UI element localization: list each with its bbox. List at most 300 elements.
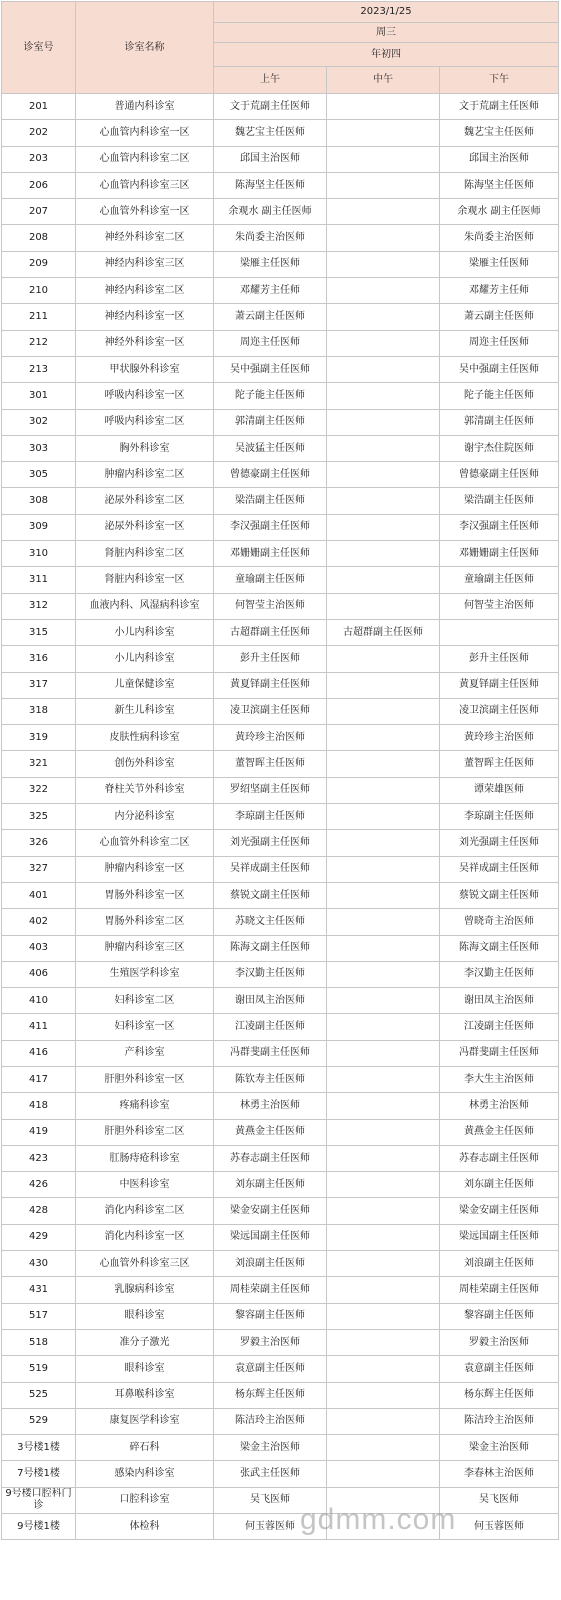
room-name-cell: 内分泌科诊室: [76, 804, 214, 830]
pm-doctor-cell: 董智晖主任医师: [440, 751, 559, 777]
am-doctor-cell: 李琼副主任医师: [214, 804, 327, 830]
room-number-cell: 403: [2, 935, 76, 961]
room-number-cell: 203: [2, 146, 76, 172]
room-number-cell: 406: [2, 961, 76, 987]
pm-doctor-cell: 冯群斐副主任医师: [440, 1040, 559, 1066]
table-row: [2, 1040, 559, 1066]
table-row: [2, 672, 559, 698]
pm-doctor-cell: 刘东副主任医师: [440, 1172, 559, 1198]
room-name-cell: 乳腺病科诊室: [76, 1277, 214, 1303]
room-name-cell: 心血管外科诊室一区: [76, 199, 214, 225]
noon-doctor-cell: [327, 435, 440, 461]
am-doctor-cell: 李汉勤主任医师: [214, 961, 327, 987]
table-row: [2, 330, 559, 356]
pm-doctor-cell: 童瑜副主任医师: [440, 567, 559, 593]
table-row: [2, 1198, 559, 1224]
noon-doctor-cell: [327, 514, 440, 540]
room-name-cell: 呼吸内科诊室一区: [76, 383, 214, 409]
table-row: [2, 199, 559, 225]
am-doctor-cell: 梁金主治医师: [214, 1435, 327, 1461]
am-doctor-cell: 陀子能主任医师: [214, 383, 327, 409]
noon-doctor-cell: [327, 1066, 440, 1092]
table-row: [2, 961, 559, 987]
room-number-cell: 518: [2, 1329, 76, 1355]
pm-doctor-cell: 曾德豪副主任医师: [440, 462, 559, 488]
table-row: [2, 514, 559, 540]
pm-doctor-cell: 余观水 副主任医师: [440, 199, 559, 225]
noon-doctor-cell: [327, 1093, 440, 1119]
room-number-cell: 428: [2, 1198, 76, 1224]
table-header: [2, 2, 559, 94]
pm-doctor-cell: 谢田凤主治医师: [440, 988, 559, 1014]
am-doctor-cell: 张武主任医师: [214, 1461, 327, 1487]
noon-doctor-cell: [327, 1119, 440, 1145]
room-number-cell: 311: [2, 567, 76, 593]
table-row: [2, 278, 559, 304]
pm-doctor-cell: 曾晓奇主治医师: [440, 909, 559, 935]
room-name-cell: 碎石科: [76, 1435, 214, 1461]
am-doctor-cell: 古超群副主任医师: [214, 619, 327, 645]
pm-doctor-cell: 何玉蓉医师: [440, 1514, 559, 1540]
am-doctor-cell: 陈洁玲主治医师: [214, 1408, 327, 1434]
room-name-cell: 眼科诊室: [76, 1356, 214, 1382]
table-row: [2, 94, 559, 120]
room-number-cell: 417: [2, 1066, 76, 1092]
pm-doctor-cell: 陈海文副主任医师: [440, 935, 559, 961]
pm-doctor-cell: 周桂荣副主任医师: [440, 1277, 559, 1303]
am-doctor-cell: 何玉蓉医师: [214, 1514, 327, 1540]
pm-doctor-cell: 罗毅主治医师: [440, 1329, 559, 1355]
am-doctor-cell: 刘东副主任医师: [214, 1172, 327, 1198]
room-name-cell: 心血管外科诊室二区: [76, 830, 214, 856]
room-name-cell: 肝胆外科诊室二区: [76, 1119, 214, 1145]
room-name-cell: 疼痛科诊室: [76, 1093, 214, 1119]
table-row: [2, 698, 559, 724]
am-doctor-cell: 陈海坚主任医师: [214, 172, 327, 198]
room-number-cell: 7号楼1楼: [2, 1461, 76, 1487]
noon-doctor-cell: [327, 1435, 440, 1461]
pm-doctor-cell: 黄玲珍主治医师: [440, 725, 559, 751]
table-row: [2, 146, 559, 172]
am-doctor-cell: 林勇主治医师: [214, 1093, 327, 1119]
room-number-cell: 312: [2, 593, 76, 619]
am-doctor-cell: 郭清副主任医师: [214, 409, 327, 435]
am-doctor-cell: 凌卫滨副主任医师: [214, 698, 327, 724]
room-name-cell: 小儿内科诊室: [76, 619, 214, 645]
noon-doctor-cell: [327, 672, 440, 698]
room-name-cell: 眼科诊室: [76, 1303, 214, 1329]
header-am: 上午: [214, 67, 327, 94]
am-doctor-cell: 梁金安副主任医师: [214, 1198, 327, 1224]
pm-doctor-cell: 李汉强副主任医师: [440, 514, 559, 540]
am-doctor-cell: 陈海文副主任医师: [214, 935, 327, 961]
noon-doctor-cell: [327, 199, 440, 225]
pm-doctor-cell: 魏艺宝主任医师: [440, 120, 559, 146]
room-number-cell: 426: [2, 1172, 76, 1198]
room-number-cell: 321: [2, 751, 76, 777]
header-date: 2023/1/25: [214, 2, 559, 23]
am-doctor-cell: 文于荒副主任医师: [214, 94, 327, 120]
room-number-cell: 302: [2, 409, 76, 435]
room-number-cell: 303: [2, 435, 76, 461]
room-name-cell: 康复医学科诊室: [76, 1408, 214, 1434]
am-doctor-cell: 罗绍坚副主任医师: [214, 777, 327, 803]
table-row: [2, 1461, 559, 1487]
pm-doctor-cell: 杨东辉主任医师: [440, 1382, 559, 1408]
table-row: [2, 1172, 559, 1198]
room-number-cell: 201: [2, 94, 76, 120]
am-doctor-cell: 朱尚委主治医师: [214, 225, 327, 251]
table-row: [2, 1329, 559, 1355]
pm-doctor-cell: 邱国主治医师: [440, 146, 559, 172]
room-number-cell: 419: [2, 1119, 76, 1145]
pm-doctor-cell: 邓姗姗副主任医师: [440, 541, 559, 567]
noon-doctor-cell: [327, 1224, 440, 1250]
room-name-cell: 创伤外科诊室: [76, 751, 214, 777]
table-row: [2, 1382, 559, 1408]
noon-doctor-cell: [327, 593, 440, 619]
room-number-cell: 211: [2, 304, 76, 330]
noon-doctor-cell: [327, 383, 440, 409]
pm-doctor-cell: 吴中强副主任医师: [440, 356, 559, 382]
room-number-cell: 319: [2, 725, 76, 751]
table-row: [2, 725, 559, 751]
room-name-cell: 妇科诊室二区: [76, 988, 214, 1014]
room-name-cell: 消化内科诊室一区: [76, 1224, 214, 1250]
room-number-cell: 327: [2, 856, 76, 882]
table-row: [2, 541, 559, 567]
noon-doctor-cell: [327, 1277, 440, 1303]
room-name-cell: 心血管内科诊室二区: [76, 146, 214, 172]
table-row: [2, 462, 559, 488]
room-name-cell: 肿瘤内科诊室二区: [76, 462, 214, 488]
room-name-cell: 肝胆外科诊室一区: [76, 1066, 214, 1092]
room-name-cell: 心血管内科诊室三区: [76, 172, 214, 198]
pm-doctor-cell: 吴祥成副主任医师: [440, 856, 559, 882]
noon-doctor-cell: [327, 909, 440, 935]
room-name-cell: 神经内科诊室一区: [76, 304, 214, 330]
table-row: [2, 1119, 559, 1145]
room-number-cell: 431: [2, 1277, 76, 1303]
pm-doctor-cell: 梁雁主任医师: [440, 251, 559, 277]
am-doctor-cell: 罗毅主治医师: [214, 1329, 327, 1355]
table-row: [2, 1356, 559, 1382]
pm-doctor-cell: 梁远国副主任医师: [440, 1224, 559, 1250]
room-number-cell: 310: [2, 541, 76, 567]
am-doctor-cell: 黄玲珍主治医师: [214, 725, 327, 751]
noon-doctor-cell: [327, 698, 440, 724]
room-name-cell: 肿瘤内科诊室一区: [76, 856, 214, 882]
noon-doctor-cell: [327, 172, 440, 198]
noon-doctor-cell: [327, 1145, 440, 1171]
noon-doctor-cell: [327, 725, 440, 751]
room-number-cell: 411: [2, 1014, 76, 1040]
noon-doctor-cell: [327, 856, 440, 882]
noon-doctor-cell: [327, 961, 440, 987]
header-room-number: 诊室号: [2, 2, 76, 94]
am-doctor-cell: 梁远国副主任医师: [214, 1224, 327, 1250]
room-number-cell: 429: [2, 1224, 76, 1250]
pm-doctor-cell: 苏春志副主任医师: [440, 1145, 559, 1171]
room-number-cell: 318: [2, 698, 76, 724]
am-doctor-cell: 萧云副主任医师: [214, 304, 327, 330]
am-doctor-cell: 曾德豪副主任医师: [214, 462, 327, 488]
noon-doctor-cell: [327, 567, 440, 593]
table-row: [2, 435, 559, 461]
room-number-cell: 325: [2, 804, 76, 830]
table-row: [2, 488, 559, 514]
header-noon: 中午: [327, 67, 440, 94]
table-row: [2, 251, 559, 277]
room-number-cell: 402: [2, 909, 76, 935]
noon-doctor-cell: [327, 1040, 440, 1066]
am-doctor-cell: 黎容副主任医师: [214, 1303, 327, 1329]
pm-doctor-cell: 李汉勤主任医师: [440, 961, 559, 987]
am-doctor-cell: 苏晓文主任医师: [214, 909, 327, 935]
pm-doctor-cell: 吴飞医师: [440, 1487, 559, 1513]
room-name-cell: 小儿内科诊室: [76, 646, 214, 672]
noon-doctor-cell: [327, 988, 440, 1014]
room-name-cell: 新生儿科诊室: [76, 698, 214, 724]
am-doctor-cell: 黄夏铎副主任医师: [214, 672, 327, 698]
table-row: [2, 777, 559, 803]
room-number-cell: 210: [2, 278, 76, 304]
room-name-cell: 感染内科诊室: [76, 1461, 214, 1487]
table-row: [2, 383, 559, 409]
noon-doctor-cell: [327, 330, 440, 356]
clinic-schedule-table: [1, 1, 559, 1540]
table-row: [2, 988, 559, 1014]
table-row: [2, 409, 559, 435]
noon-doctor-cell: [327, 94, 440, 120]
room-name-cell: 心血管内科诊室一区: [76, 120, 214, 146]
room-number-cell: 301: [2, 383, 76, 409]
am-doctor-cell: 童瑜副主任医师: [214, 567, 327, 593]
pm-doctor-cell: 李琼副主任医师: [440, 804, 559, 830]
room-name-cell: 肿瘤内科诊室三区: [76, 935, 214, 961]
table-row: [2, 304, 559, 330]
room-name-cell: 泌尿外科诊室一区: [76, 514, 214, 540]
noon-doctor-cell: [327, 1514, 440, 1540]
room-name-cell: 泌尿外科诊室二区: [76, 488, 214, 514]
am-doctor-cell: 吴祥成副主任医师: [214, 856, 327, 882]
am-doctor-cell: 袁意副主任医师: [214, 1356, 327, 1382]
room-name-cell: 妇科诊室一区: [76, 1014, 214, 1040]
noon-doctor-cell: [327, 751, 440, 777]
room-name-cell: 血液内科、风湿病科诊室: [76, 593, 214, 619]
room-number-cell: 213: [2, 356, 76, 382]
am-doctor-cell: 吴中强副主任医师: [214, 356, 327, 382]
room-number-cell: 401: [2, 882, 76, 908]
pm-doctor-cell: 黎容副主任医师: [440, 1303, 559, 1329]
pm-doctor-cell: 周迩主任医师: [440, 330, 559, 356]
room-name-cell: 神经外科诊室一区: [76, 330, 214, 356]
am-doctor-cell: 苏春志副主任医师: [214, 1145, 327, 1171]
noon-doctor-cell: [327, 1408, 440, 1434]
table-row: [2, 356, 559, 382]
noon-doctor-cell: 古超群副主任医师: [327, 619, 440, 645]
pm-doctor-cell: 彭升主任医师: [440, 646, 559, 672]
table-row: [2, 593, 559, 619]
table-row: [2, 1251, 559, 1277]
noon-doctor-cell: [327, 356, 440, 382]
room-number-cell: 9号楼口腔科门诊: [2, 1487, 76, 1513]
am-doctor-cell: 邓耀芳主任师: [214, 278, 327, 304]
room-number-cell: 416: [2, 1040, 76, 1066]
noon-doctor-cell: [327, 830, 440, 856]
table-row: [2, 567, 559, 593]
header-weekday: 周三: [214, 23, 559, 43]
room-number-cell: 9号楼1楼: [2, 1514, 76, 1540]
pm-doctor-cell: 陈洁玲主治医师: [440, 1408, 559, 1434]
pm-doctor-cell: 郭清副主任医师: [440, 409, 559, 435]
pm-doctor-cell: 陀子能主任医师: [440, 383, 559, 409]
table-row: [2, 935, 559, 961]
table-row: [2, 1277, 559, 1303]
noon-doctor-cell: [327, 304, 440, 330]
noon-doctor-cell: [327, 882, 440, 908]
room-name-cell: 神经内科诊室三区: [76, 251, 214, 277]
room-name-cell: 耳鼻喉科诊室: [76, 1382, 214, 1408]
pm-doctor-cell: [440, 619, 559, 645]
table-row: [2, 1066, 559, 1092]
room-name-cell: 体检科: [76, 1514, 214, 1540]
noon-doctor-cell: [327, 1198, 440, 1224]
table-row: [2, 804, 559, 830]
pm-doctor-cell: 刘光强副主任医师: [440, 830, 559, 856]
am-doctor-cell: 何智莹主治医师: [214, 593, 327, 619]
table-row: [2, 1408, 559, 1434]
pm-doctor-cell: 刘浪副主任医师: [440, 1251, 559, 1277]
table-row: [2, 882, 559, 908]
room-number-cell: 315: [2, 619, 76, 645]
table-row: [2, 646, 559, 672]
room-number-cell: 212: [2, 330, 76, 356]
room-number-cell: 309: [2, 514, 76, 540]
pm-doctor-cell: 李大生主治医师: [440, 1066, 559, 1092]
pm-doctor-cell: 袁意副主任医师: [440, 1356, 559, 1382]
table-row: [2, 1093, 559, 1119]
table-row: [2, 619, 559, 645]
noon-doctor-cell: [327, 804, 440, 830]
room-number-cell: 3号楼1楼: [2, 1435, 76, 1461]
noon-doctor-cell: [327, 278, 440, 304]
am-doctor-cell: 周桂荣副主任医师: [214, 1277, 327, 1303]
am-doctor-cell: 陈钦寿主任医师: [214, 1066, 327, 1092]
am-doctor-cell: 周迩主任医师: [214, 330, 327, 356]
room-name-cell: 脊柱关节外科诊室: [76, 777, 214, 803]
noon-doctor-cell: [327, 251, 440, 277]
am-doctor-cell: 邱国主治医师: [214, 146, 327, 172]
pm-doctor-cell: 朱尚委主治医师: [440, 225, 559, 251]
pm-doctor-cell: 谭荣雄医师: [440, 777, 559, 803]
pm-doctor-cell: 谢宇杰住院医师: [440, 435, 559, 461]
table-body: [2, 94, 559, 1540]
noon-doctor-cell: [327, 1303, 440, 1329]
room-number-cell: 316: [2, 646, 76, 672]
room-name-cell: 产科诊室: [76, 1040, 214, 1066]
pm-doctor-cell: 林勇主治医师: [440, 1093, 559, 1119]
room-name-cell: 胸外科诊室: [76, 435, 214, 461]
noon-doctor-cell: [327, 777, 440, 803]
room-name-cell: 准分子激光: [76, 1329, 214, 1355]
noon-doctor-cell: [327, 646, 440, 672]
am-doctor-cell: 吴波猛主任医师: [214, 435, 327, 461]
room-name-cell: 神经内科诊室二区: [76, 278, 214, 304]
table-row: [2, 1435, 559, 1461]
am-doctor-cell: 刘光强副主任医师: [214, 830, 327, 856]
room-name-cell: 胃肠外科诊室一区: [76, 882, 214, 908]
table-row: [2, 830, 559, 856]
room-number-cell: 206: [2, 172, 76, 198]
am-doctor-cell: 彭升主任医师: [214, 646, 327, 672]
pm-doctor-cell: 文于荒副主任医师: [440, 94, 559, 120]
pm-doctor-cell: 何智莹主治医师: [440, 593, 559, 619]
table-row: [2, 1487, 559, 1513]
am-doctor-cell: 董智晖主任医师: [214, 751, 327, 777]
noon-doctor-cell: [327, 1014, 440, 1040]
room-number-cell: 529: [2, 1408, 76, 1434]
room-name-cell: 口腔科诊室: [76, 1487, 214, 1513]
pm-doctor-cell: 李春林主治医师: [440, 1461, 559, 1487]
room-number-cell: 418: [2, 1093, 76, 1119]
am-doctor-cell: 杨东辉主任医师: [214, 1382, 327, 1408]
room-name-cell: 儿童保健诊室: [76, 672, 214, 698]
room-number-cell: 209: [2, 251, 76, 277]
noon-doctor-cell: [327, 1172, 440, 1198]
pm-doctor-cell: 梁浩副主任医师: [440, 488, 559, 514]
pm-doctor-cell: 萧云副主任医师: [440, 304, 559, 330]
room-name-cell: 生殖医学科诊室: [76, 961, 214, 987]
table-row: [2, 1303, 559, 1329]
am-doctor-cell: 余观水 副主任医师: [214, 199, 327, 225]
am-doctor-cell: 梁浩副主任医师: [214, 488, 327, 514]
room-number-cell: 410: [2, 988, 76, 1014]
table-row: [2, 225, 559, 251]
pm-doctor-cell: 陈海坚主任医师: [440, 172, 559, 198]
room-name-cell: 肾脏内科诊室一区: [76, 567, 214, 593]
room-name-cell: 心血管外科诊室三区: [76, 1251, 214, 1277]
room-name-cell: 消化内科诊室二区: [76, 1198, 214, 1224]
table-row: [2, 1224, 559, 1250]
am-doctor-cell: 谢田凤主治医师: [214, 988, 327, 1014]
am-doctor-cell: 魏艺宝主任医师: [214, 120, 327, 146]
noon-doctor-cell: [327, 462, 440, 488]
table-row: [2, 1014, 559, 1040]
noon-doctor-cell: [327, 1329, 440, 1355]
room-number-cell: 517: [2, 1303, 76, 1329]
room-number-cell: 423: [2, 1145, 76, 1171]
room-number-cell: 326: [2, 830, 76, 856]
am-doctor-cell: 李汉强副主任医师: [214, 514, 327, 540]
noon-doctor-cell: [327, 1356, 440, 1382]
table-row: [2, 1514, 559, 1540]
am-doctor-cell: 冯群斐副主任医师: [214, 1040, 327, 1066]
room-number-cell: 208: [2, 225, 76, 251]
table-row: [2, 856, 559, 882]
noon-doctor-cell: [327, 935, 440, 961]
am-doctor-cell: 江凌副主任医师: [214, 1014, 327, 1040]
room-number-cell: 525: [2, 1382, 76, 1408]
room-number-cell: 207: [2, 199, 76, 225]
room-name-cell: 甲状腺外科诊室: [76, 356, 214, 382]
am-doctor-cell: 刘浪副主任医师: [214, 1251, 327, 1277]
table-row: [2, 1145, 559, 1171]
noon-doctor-cell: [327, 120, 440, 146]
pm-doctor-cell: 黄夏铎副主任医师: [440, 672, 559, 698]
pm-doctor-cell: 邓耀芳主任师: [440, 278, 559, 304]
am-doctor-cell: 邓姗姗副主任医师: [214, 541, 327, 567]
